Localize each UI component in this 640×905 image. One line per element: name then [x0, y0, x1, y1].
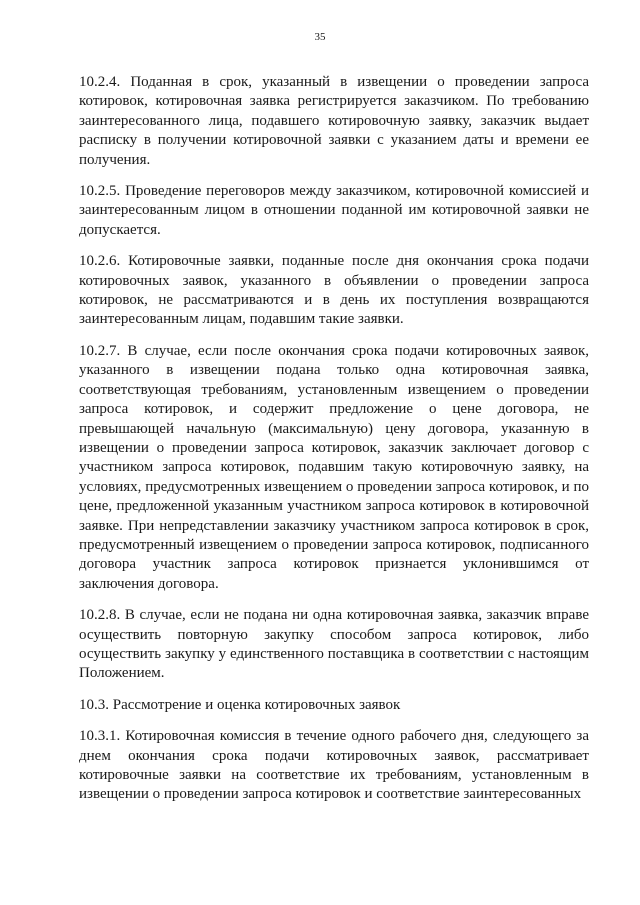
paragraph-10-2-6: 10.2.6. Котировочные заявки, поданные после дня окончания срока подачи котировочных заявок, указанного в объявлении о проведении запроса котировок, не рассматриваются и в день их поступления возвращаются заинтересованным лицам, подавшим такие заявки. [79, 253, 589, 328]
page-number: 35 [314, 31, 326, 43]
paragraph-10-2-5: 10.2.5. Проведение переговоров между заказчиком, котировочной комиссией и заинтересованным лицом в отношении поданной им котировочной заявки не допускается. [79, 183, 589, 238]
paragraph-10-2-7: 10.2.7. В случае, если после окончания срока подачи котировочных заявок, указанного в извещении подана только одна котировочная заявка, соответствующая требованиям, установленным извещением о проведении запроса котировок, и содержит предложение о цене договора, не превышающей начальную (максимальную) цену договора, указанную в извещении о проведении запроса котировок, заказчик заключает договор с участником запроса котировок, подавшим такую котировочную заявку, на условиях, предусмотренных извещением о проведении запроса котировок, и по цене, предложенной указанным участником запроса котировок в котировочной заявке. При непредставлении заказчику участником запроса котировок в срок, предусмотренный извещением о проведении запроса котировок, подписанного договора участник запроса котировок признается уклонившимся от заключения договора. [79, 342, 589, 592]
paragraph-10-2-4: 10.2.4. Поданная в срок, указанный в извещении о проведении запроса котировок, котировочная заявка регистрируется заказчиком. По требованию заинтересованного лица, подавшего котировочную заявку, заказчик выдает расписку в получении котировочной заявки с указанием даты и времени ее получения. [79, 74, 589, 168]
paragraph-10-2-8: 10.2.8. В случае, если не подана ни одна котировочная заявка, заказчик вправе осуществить повторную закупку способом запроса котировок, либо осуществить закупку у единственного поставщика в соответствии с настоящим Положением. [79, 607, 589, 682]
section-heading-10-3: 10.3. Рассмотрение и оценка котировочных заявок [79, 696, 401, 713]
paragraph-10-3-1: 10.3.1. Котировочная комиссия в течение одного рабочего дня, следующего за днем окончания срока подачи котировочных заявок, рассматривает котировочные заявки на соответствие их требованиям, установленным в извещении о проведении запроса котировок и соответствие заинтересованных [79, 728, 589, 803]
document-body [79, 73, 589, 817]
